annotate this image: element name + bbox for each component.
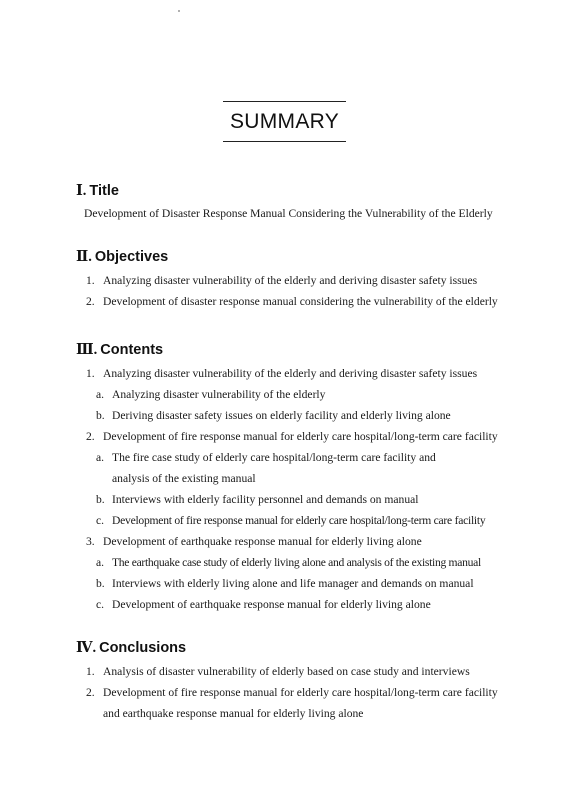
summary-title-block <box>223 101 346 142</box>
section-heading-conclusions <box>76 639 186 657</box>
page-title: SUMMARY <box>229 110 340 133</box>
section-heading-text: Objectives <box>94 249 169 265</box>
list-item: 1. Analyzing disaster vulnerability of the elderly and deriving disaster safety issues <box>86 274 478 287</box>
list-item: a. Analyzing disaster vulnerability of the elderly <box>96 388 326 401</box>
list-item: a. The fire case study of elderly care hospital/long-term care facility and <box>96 451 436 464</box>
section-heading-text: Conclusions <box>99 640 187 656</box>
list-item: b. Deriving disaster safety issues on elderly facility and elderly living alone <box>96 409 451 422</box>
list-item: analysis of the existing manual <box>112 472 256 485</box>
list-item: 1. Analysis of disaster vulnerability of elderly based on case study and interviews <box>86 665 470 678</box>
list-item: and earthquake response manual for elderly living alone <box>103 707 364 720</box>
section-numeral: Ⅱ. <box>76 249 92 265</box>
scan-dot <box>178 10 180 12</box>
section-heading-objectives <box>76 248 168 266</box>
list-item: 2. Development of fire response manual for elderly care hospital/long-term care facility <box>86 430 498 443</box>
list-item: a. The earthquake case study of elderly living alone and analysis of the existing manual <box>96 556 481 569</box>
list-item: 3. Development of earthquake response manual for elderly living alone <box>86 535 422 548</box>
title-bottom-rule <box>223 141 346 142</box>
list-item: b. Interviews with elderly living alone and life manager and demands on manual <box>96 577 474 590</box>
section-numeral: Ⅳ. <box>76 640 97 656</box>
list-item: c. Development of earthquake response manual for elderly living alone <box>96 598 431 611</box>
list-item: c. Development of fire response manual for elderly care hospital/long-term care facility <box>96 514 486 527</box>
section-heading-text: Title <box>89 183 119 199</box>
section-heading-title <box>76 182 119 200</box>
title-top-rule <box>223 101 346 102</box>
list-item: 2. Development of fire response manual for elderly care hospital/long-term care facility <box>86 686 498 699</box>
list-item: 1. Analyzing disaster vulnerability of the elderly and deriving disaster safety issues <box>86 367 478 380</box>
list-item: 2. Development of disaster response manual considering the vulnerability of the elderly <box>86 295 498 308</box>
section-numeral: Ⅰ. <box>76 183 87 199</box>
list-item: b. Interviews with elderly facility personnel and demands on manual <box>96 493 419 506</box>
section-heading-text: Contents <box>100 342 164 358</box>
section-heading-contents <box>76 341 163 359</box>
list-item: Development of Disaster Response Manual Considering the Vulnerability of the Elderly <box>84 207 493 220</box>
section-numeral: Ⅲ. <box>76 342 98 358</box>
